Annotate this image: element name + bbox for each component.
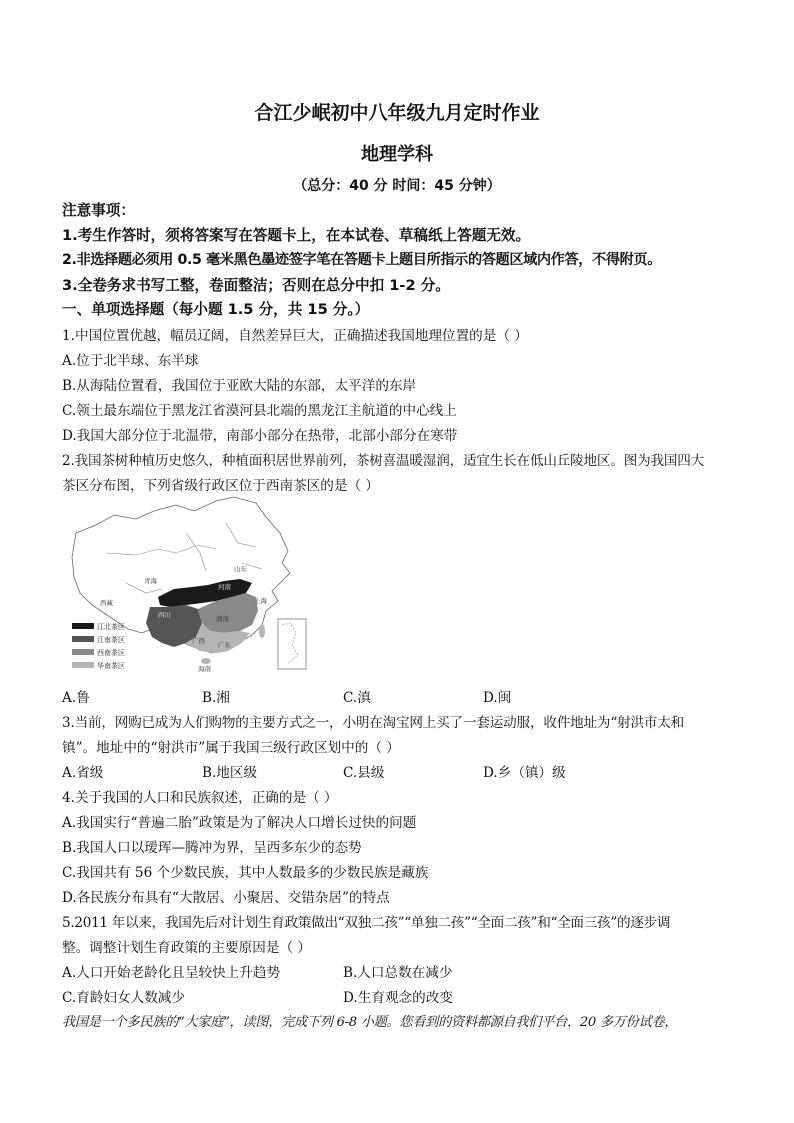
question-4-option-b[interactable]: B.我国人口以瑷珲—腾冲为界，呈西多东少的态势 [62,840,362,856]
legend-label-southwest: 西南茶区 [97,649,125,657]
question-1-stem: 1.中国位置优越，幅员辽阔，自然差异巨大，正确描述我国地理位置的是（ ） [62,328,528,344]
legend-swatch-southwest [72,649,94,655]
question-5-option-c[interactable]: C.育龄妇女人数减少 [62,990,185,1006]
label-henan: 河南 [218,583,231,591]
question-2-option-d[interactable]: D.闽 [483,690,512,706]
question-3-stem-line2: 镇”。地址中的“射洪市”属于我国三级行政区划中的（ ） [62,740,400,756]
question-5-stem-line2: 整。调整计划生育政策的主要原因是（ ） [62,940,312,956]
label-qinghai: 青海 [144,577,157,585]
hainan-island [201,658,211,664]
label-xizang: 西藏 [100,599,113,607]
label-guangdong: 广东 [218,641,231,649]
tea-region-map [66,493,351,683]
label-guangxi: 广西 [192,637,205,645]
question-3-stem-line1: 3.当前，网购已成为人们购物的主要方式之一，小明在淘宝网上买了一套运动服，收件地址为“射洪市太和 [62,715,685,731]
legend-label-jiangbei: 江北茶区 [97,623,125,631]
notice-item-3: 3.全卷务求书写工整，卷面整洁；否则在总分中扣 1-2 分。 [62,277,450,294]
section-heading: 一、单项选择题（每小题 1.5 分，共 15 分。） [62,301,370,318]
taiwan-island [259,624,265,638]
question-4-option-a[interactable]: A.我国实行“普遍二胎”政策是为了解决人口增长过快的问题 [62,815,417,831]
question-4-stem: 4.关于我国的人口和民族叙述，正确的是（ ） [62,790,338,806]
question-2-option-a[interactable]: A.鲁 [62,690,90,706]
exam-info: （总分：40 分 时间：45 分钟） [293,178,501,194]
notice-item-2: 2.非选择题必须用 0.5 毫米黑色墨迹签字笔在答题卡上题目所指示的答题区域内作答，不得附页。 [62,252,661,268]
legend-swatch-huanan [72,662,94,668]
question-2-option-b[interactable]: B.湘 [202,690,230,706]
label-shanghai: 上海 [254,597,267,605]
question-3-option-d[interactable]: D.乡（镇）级 [483,765,566,781]
label-shandong: 山东 [234,565,247,573]
notice-heading: 注意事项： [62,202,135,219]
legend-label-huanan: 华南茶区 [97,662,125,670]
question-3-option-b[interactable]: B.地区级 [202,765,258,781]
page-title: 合江少岷初中八年级九月定时作业 [254,102,540,124]
question-4-option-d[interactable]: D.各民族分布具有“大散居、小聚居、交错杂居”的特点 [62,890,390,906]
label-sichuan: 四川 [158,611,171,619]
legend-swatch-jiangnan [72,636,94,642]
intro-6-8-text: 我国是一个多民族的“大家庭”，读图，完成下列 6-8 小题。您看到的资料都源自我们平台，20 多万份试卷， [62,1015,678,1030]
question-1-option-b[interactable]: B.从海陆位置看，我国位于亚欧大陆的东部，太平洋的东岸 [62,378,417,394]
question-5-option-d[interactable]: D.生育观念的改变 [343,990,453,1006]
question-5-option-b[interactable]: B.人口总数在减少 [343,965,453,981]
label-hunan: 湖南 [216,615,229,623]
question-3-option-c[interactable]: C.县级 [343,765,385,781]
question-3-option-a[interactable]: A.省级 [62,765,104,781]
notice-item-1: 1.考生作答时，须将答案写在答题卡上，在本试卷、草稿纸上答题无效。 [62,227,531,244]
question-2-stem-line1: 2.我国茶树种植历史悠久，种植面积居世界前列，茶树喜温暖湿润，适宜生长在低山丘陵地区。图为我国四大 [62,453,705,469]
subject-title: 地理学科 [361,144,433,165]
question-5-option-a[interactable]: A.人口开始老龄化且呈较快上升趋势 [62,965,281,981]
question-2-option-c[interactable]: C.滇 [343,690,371,706]
question-1-option-d[interactable]: D.我国大部分位于北温带，南部小部分在热带，北部小部分在寒带 [62,428,458,444]
question-1-option-c[interactable]: C.领土最东端位于黑龙江省漠河县北端的黑龙江主航道的中心线上 [62,403,457,419]
question-4-option-c[interactable]: C.我国共有 56 个少数民族，其中人数最多的少数民族是藏族 [62,865,429,881]
legend-label-jiangnan: 江南茶区 [97,636,125,644]
question-1-option-a[interactable]: A.位于北半球、东半球 [62,353,199,369]
label-hainan: 海南 [198,665,211,673]
legend-swatch-jiangbei [72,623,94,629]
question-5-stem-line1: 5.2011 年以来，我国先后对计划生育政策做出“双独二孩”“单独二孩”“全面二孩”和“全面三孩”的逐步调 [62,915,671,931]
question-2-stem-line2: 茶区分布图，下列省级行政区位于西南茶区的是（ ） [62,478,379,494]
